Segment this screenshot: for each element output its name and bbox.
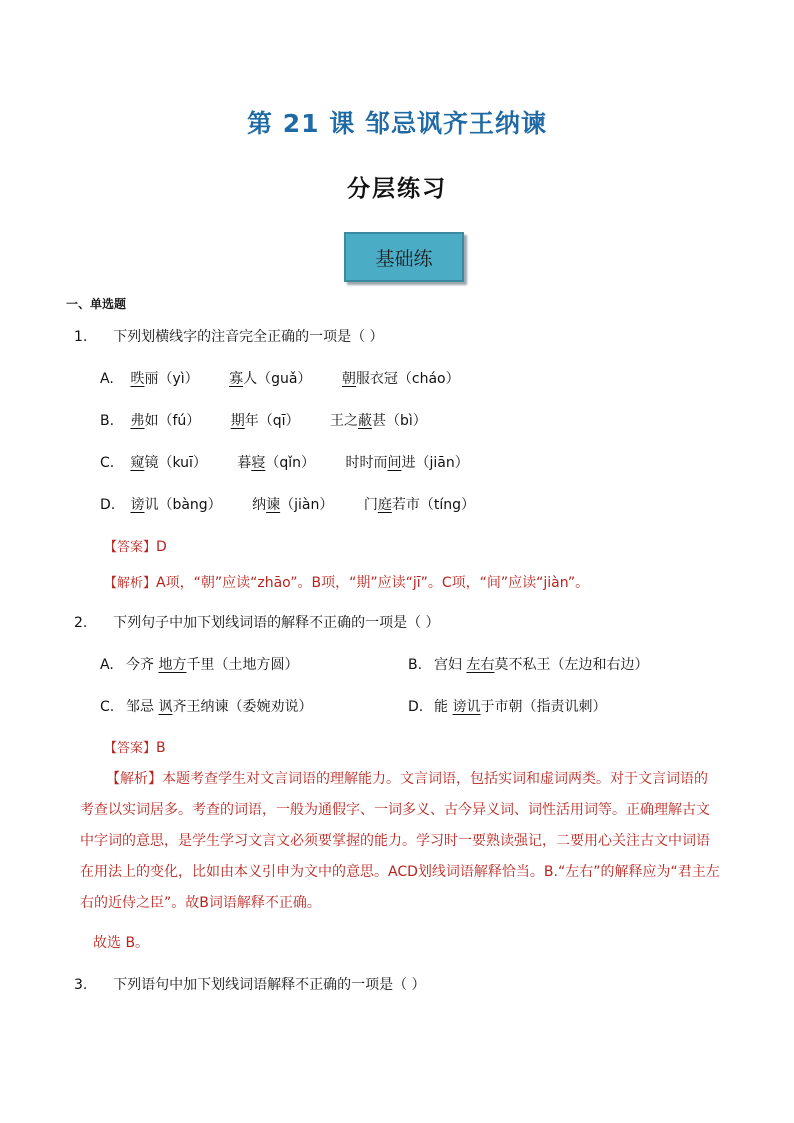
option-item: 期年（qī） bbox=[230, 413, 300, 429]
question-stem: 下列语句中加下划线词语解释不正确的一项是（ ） bbox=[113, 977, 426, 993]
question-1 bbox=[74, 326, 384, 346]
option-label: C. bbox=[100, 699, 115, 715]
q1-option-a bbox=[100, 368, 486, 388]
q1-analysis bbox=[104, 572, 589, 592]
q2-option-d: D. 能 谤讥于市朝（指责讥刺） bbox=[408, 699, 607, 715]
analysis-text: 本题考查学生对文言词语的理解能力。文言词语，包括实词和虚词两类。对于文言词语的考查以实词居多。考查的词语，一般为通假字、一词多义、古今异义词、词性活用词等。正确理解古文中字词的意思，是学生学习文言文必须要掌握的能力。学习时一要熟读强记，二要用心关注古文中词语在用法上的变化，比如由本义引申为文中的意思。ACD划线词语解释恰当。B.“左右”的解释应为“君主左右的近侍之臣”。故B词语解释不正确。 bbox=[80, 771, 720, 911]
option-item: 王之蔽甚（bì） bbox=[329, 413, 427, 429]
option-label: A. bbox=[100, 657, 114, 673]
answer-label: 【答案】 bbox=[104, 540, 157, 555]
option-label: A. bbox=[100, 371, 114, 387]
option-item: 窥镜（kuī） bbox=[130, 455, 207, 471]
page-title: 第 21 课 邹忌讽齐王纳谏 bbox=[247, 109, 547, 138]
section-heading: 一、单选题 bbox=[66, 297, 127, 311]
answer-value: B bbox=[156, 740, 166, 756]
option-item: 纳谏（jiàn） bbox=[252, 497, 334, 513]
option-item: 门庭若市（tíng） bbox=[363, 497, 475, 513]
answer-label: 【答案】 bbox=[104, 741, 157, 756]
answer-value: D bbox=[156, 539, 167, 555]
option-item: 暮寝（qǐn） bbox=[237, 455, 316, 471]
question-number: 2. bbox=[74, 615, 88, 631]
question-stem: 下列划横线字的注音完全正确的一项是（ ） bbox=[113, 329, 384, 345]
analysis-label: 【解析】 bbox=[106, 771, 162, 787]
option-label: B. bbox=[408, 657, 423, 673]
option-item: 昳丽（yì） bbox=[130, 371, 199, 387]
question-3 bbox=[74, 974, 426, 994]
option-label: C. bbox=[100, 455, 115, 471]
option-label: D. bbox=[408, 699, 424, 715]
question-number: 3. bbox=[74, 977, 88, 993]
question-number: 1. bbox=[74, 329, 88, 345]
q1-option-d bbox=[100, 494, 501, 514]
question-2 bbox=[74, 612, 440, 632]
question-stem: 下列句子中加下划线词语的解释不正确的一项是（ ） bbox=[113, 615, 440, 631]
option-item: 时时而间进（jiān） bbox=[345, 455, 469, 471]
option-item: 朝服衣冠（cháo） bbox=[341, 371, 460, 387]
level-badge: 基础练 bbox=[344, 232, 464, 282]
q2-conclusion: 故选 B。 bbox=[93, 935, 150, 951]
option-label: D. bbox=[100, 497, 116, 513]
q1-answer bbox=[104, 536, 167, 555]
q1-option-b bbox=[100, 410, 453, 430]
analysis-text: A项，“朝”应读“zhāo”。B项，“期”应读“jī”。C项，“间”应读“jiàn”。 bbox=[156, 575, 590, 591]
option-item: 弗如（fú） bbox=[130, 413, 201, 429]
page-subtitle: 分层练习 bbox=[347, 176, 447, 202]
option-item: 寡人（guǎ） bbox=[229, 371, 312, 387]
q1-option-c bbox=[100, 452, 495, 472]
q2-answer bbox=[104, 737, 166, 756]
analysis-label: 【解析】 bbox=[104, 576, 157, 591]
q2-analysis bbox=[80, 764, 720, 919]
option-label: B. bbox=[100, 413, 115, 429]
option-item: 谤讥（bàng） bbox=[130, 497, 222, 513]
q2-option-a: A. 今齐 地方千里（土地方圆） bbox=[100, 657, 299, 673]
q2-option-c: C. 邹忌 讽齐王纳谏（委婉劝说） bbox=[100, 699, 313, 715]
q2-option-b: B. 宫妇 左右莫不私王（左边和右边） bbox=[408, 657, 649, 673]
